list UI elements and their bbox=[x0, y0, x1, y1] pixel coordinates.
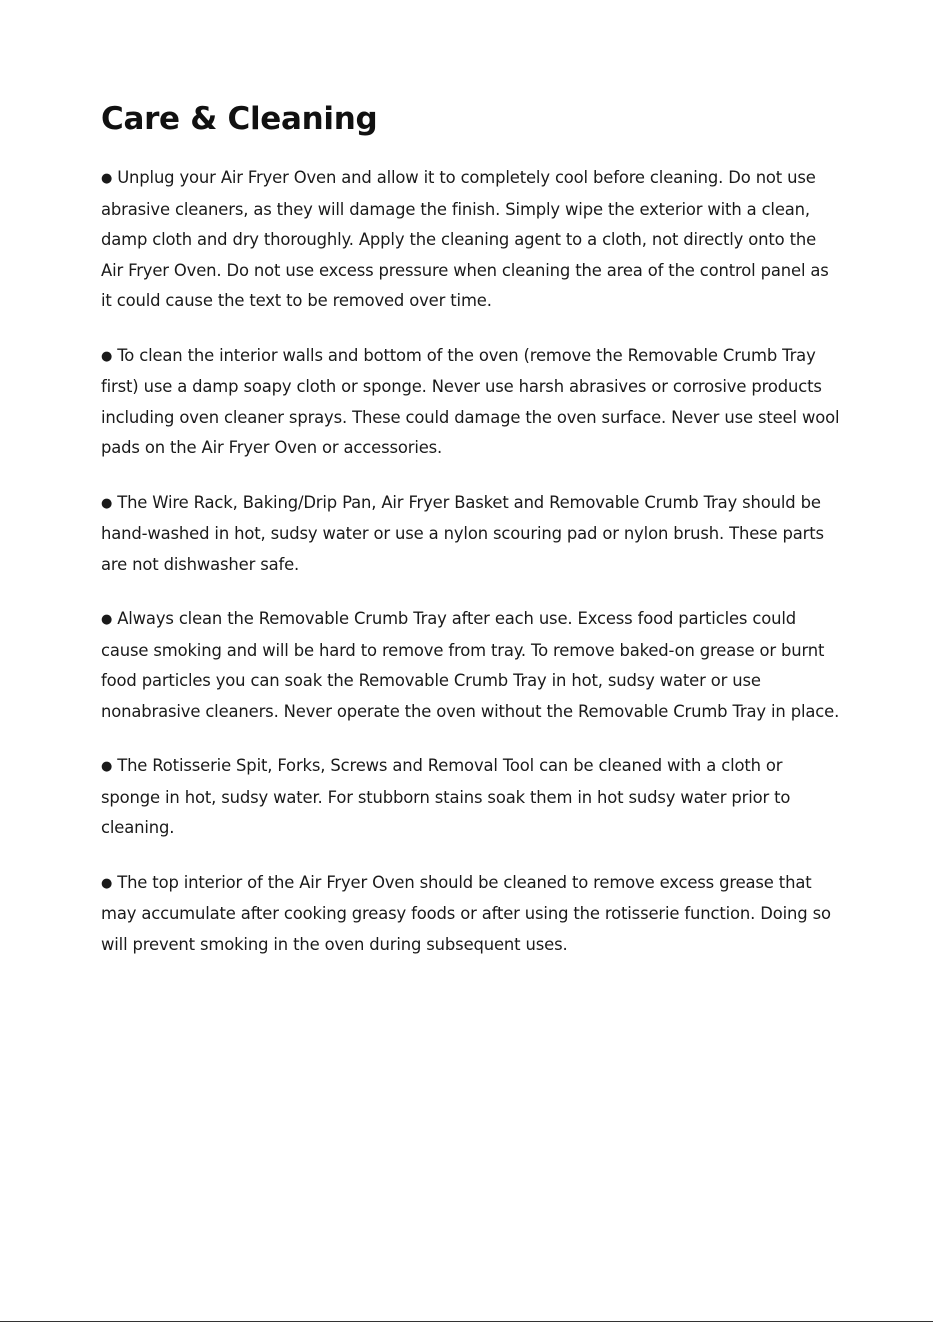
paragraph-accessories-washing bbox=[101, 488, 841, 581]
paragraph-text: The top interior of the Air Fryer Oven should be cleaned to remove excess grease that may accumulate after cooking greasy foods or after using the rotisserie function. Doing so will prevent smoking in the oven during subsequent uses. bbox=[101, 872, 831, 954]
paragraph-text: To clean the interior walls and bottom of the oven (remove the Removable Crumb Tray first) use a damp soapy cloth or sponge. Never use harsh abrasives or corrosive products including oven cleaner sprays. These could damage the oven surface. Never use steel wool pads on the Air Fryer Oven or accessories. bbox=[101, 345, 840, 457]
paragraph-text: Always clean the Removable Crumb Tray after each use. Excess food particles could cause smoking and will be hard to remove from tray. To remove baked-on grease or burnt food particles you can soak the Removable Crumb Tray in hot, sudsy water or use nonabrasive cleaners. Never operate the oven without the Removable Crumb Tray in place. bbox=[101, 609, 840, 721]
bullet-icon: ● bbox=[101, 759, 113, 774]
paragraph-text: The Wire Rack, Baking/Drip Pan, Air Fryer Basket and Removable Crumb Tray should be hand-washed in hot, sudsy water or use a nylon scouring pad or nylon brush. These parts are not dishwasher safe. bbox=[101, 492, 824, 574]
bullet-icon: ● bbox=[101, 348, 113, 364]
paragraph-text: The Rotisserie Spit, Forks, Screws and Removal Tool can be cleaned with a cloth or sponge in hot, sudsy water. For stubborn stains soak them in hot sudsy water prior to cleaning. bbox=[101, 756, 791, 837]
bullet-icon: ● bbox=[101, 612, 113, 627]
paragraph-interior-walls bbox=[101, 341, 841, 464]
page-title: Care & Cleaning bbox=[101, 101, 378, 137]
paragraph-top-interior bbox=[101, 868, 841, 961]
bullet-icon: ● bbox=[101, 875, 113, 891]
paragraph-unplug-and-exterior bbox=[101, 163, 841, 317]
bullet-icon: ● bbox=[101, 171, 113, 186]
page-bottom-divider bbox=[0, 1321, 933, 1322]
paragraph-rotisserie-parts bbox=[101, 751, 841, 844]
bullet-icon: ● bbox=[101, 495, 113, 511]
paragraph-text: Unplug your Air Fryer Oven and allow it to completely cool before cleaning. Do not use abrasive cleaners, as they will damage the finish. Simply wipe the exterior with a clean, damp cloth and dry thoroughly. Apply the cleaning agent to a cloth, not directly onto the Air Fryer Oven. Do not use excess pressure when cleaning the area of the control panel as it could cause the text to be removed over time. bbox=[101, 168, 829, 310]
care-instructions bbox=[101, 163, 841, 984]
paragraph-crumb-tray bbox=[101, 604, 841, 727]
